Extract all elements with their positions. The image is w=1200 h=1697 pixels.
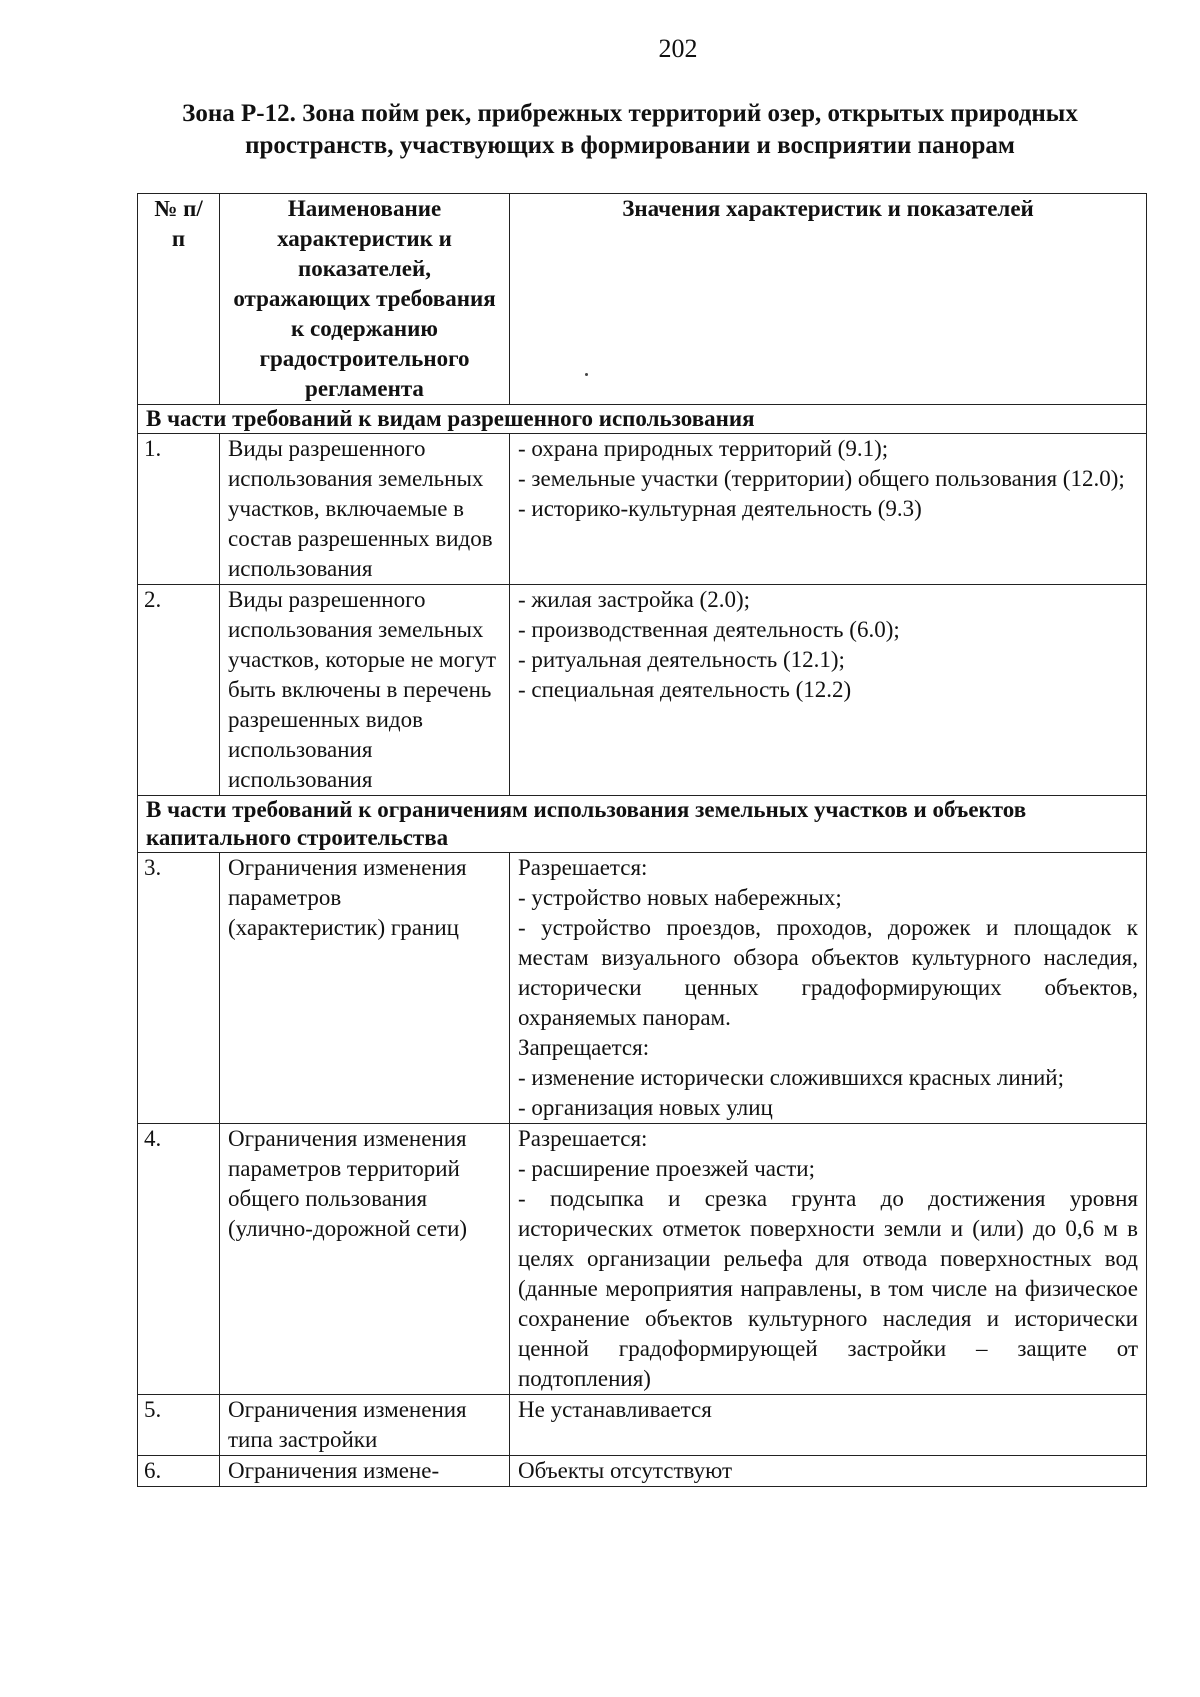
page-title: Зона Р-12. Зона пойм рек, прибрежных территорий озер, открытых природных пространств, участвующих в формировании и восприятии панорам: [182, 100, 1078, 159]
row-characteristic: Ограничения изменения параметров территорий общего пользования (улично-дорожной сети): [220, 1124, 510, 1395]
row-characteristic: Виды разрешенного использования земельных участков, которые не могут быть включены в перечень разрешенных видов использования использования: [220, 585, 510, 796]
section-row: [138, 405, 1147, 434]
row-characteristic: Ограничения изменения типа застройки: [220, 1395, 510, 1456]
row-values: [510, 1124, 1147, 1395]
row-values: [510, 1395, 1147, 1456]
value-line: - изменение исторически сложившихся красных линий;: [518, 1065, 1064, 1090]
value-line: - устройство новых набережных;: [518, 885, 842, 910]
value-line: Не устанавливается: [518, 1397, 712, 1422]
scan-mark: [585, 373, 588, 376]
table-row: [138, 1395, 1147, 1456]
value-line: - устройство проездов, проходов, дорожек и площадок к местам визуального обзора объектов культурного наследия, исторически ценных градоформирующих объектов, охраняемых панорам.: [518, 915, 1138, 1030]
value-line: Разрешается:: [518, 1126, 648, 1151]
table-row: [138, 853, 1147, 1124]
value-line: - историко-культурная деятельность (9.3): [518, 496, 922, 521]
value-line: Объекты отсутствуют: [518, 1458, 732, 1483]
header-name: Наименование характеристик и показателей, отражающих требования к содержанию градостроительного регламента: [220, 194, 510, 405]
value-line: - охрана природных территорий (9.1);: [518, 436, 889, 461]
table-row: [138, 434, 1147, 585]
table-row: [138, 1456, 1147, 1487]
value-line: - расширение проезжей части;: [518, 1156, 815, 1181]
header-value: Значения характеристик и показателей: [510, 194, 1147, 405]
table-row: [138, 1124, 1147, 1395]
value-line: Запрещается:: [518, 1035, 650, 1060]
row-number: 6.: [138, 1456, 220, 1487]
row-number: 3.: [138, 853, 220, 1124]
value-line: Разрешается:: [518, 855, 648, 880]
value-line: - подсыпка и срезка грунта до достижения уровня исторических отметок поверхности земли и (или) до 0,6 м в целях организации рельефа для отвода поверхностных вод (данные мероприятия направлены, в том числе на физическое сохранение объектов культурного наследия и исторически ценной градоформирующей застройки – защите от подтопления): [518, 1186, 1138, 1391]
value-line: - специальная деятельность (12.2): [518, 677, 852, 702]
row-number: 2.: [138, 585, 220, 796]
table-row: [138, 585, 1147, 796]
value-line: - организация новых улиц: [518, 1095, 773, 1120]
row-characteristic: Виды разрешенного использования земельных участков, включаемые в состав разрешенных видов использования: [220, 434, 510, 585]
table-header-row: [138, 194, 1147, 405]
row-number: 4.: [138, 1124, 220, 1395]
row-characteristic: Ограничения измене-: [220, 1456, 510, 1487]
row-values: [510, 1456, 1147, 1487]
regulation-table: [137, 193, 1147, 1487]
row-characteristic: Ограничения изменения параметров (характеристик) границ: [220, 853, 510, 1124]
row-values: [510, 585, 1147, 796]
value-line: - земельные участки (территории) общего пользования (12.0);: [518, 466, 1125, 491]
header-number: № п/п: [138, 194, 220, 405]
section-row: [138, 796, 1147, 853]
page-number: 202: [658, 34, 698, 63]
value-line: - производственная деятельность (6.0);: [518, 617, 900, 642]
row-number: 1.: [138, 434, 220, 585]
row-values: [510, 853, 1147, 1124]
value-line: - ритуальная деятельность (12.1);: [518, 647, 845, 672]
section-heading: В части требований к видам разрешенного использования: [138, 405, 1147, 434]
value-line: - жилая застройка (2.0);: [518, 587, 751, 612]
section-heading: В части требований к ограничениям использования земельных участков и объектов капитального строительства: [138, 796, 1147, 853]
row-values: [510, 434, 1147, 585]
row-number: 5.: [138, 1395, 220, 1456]
